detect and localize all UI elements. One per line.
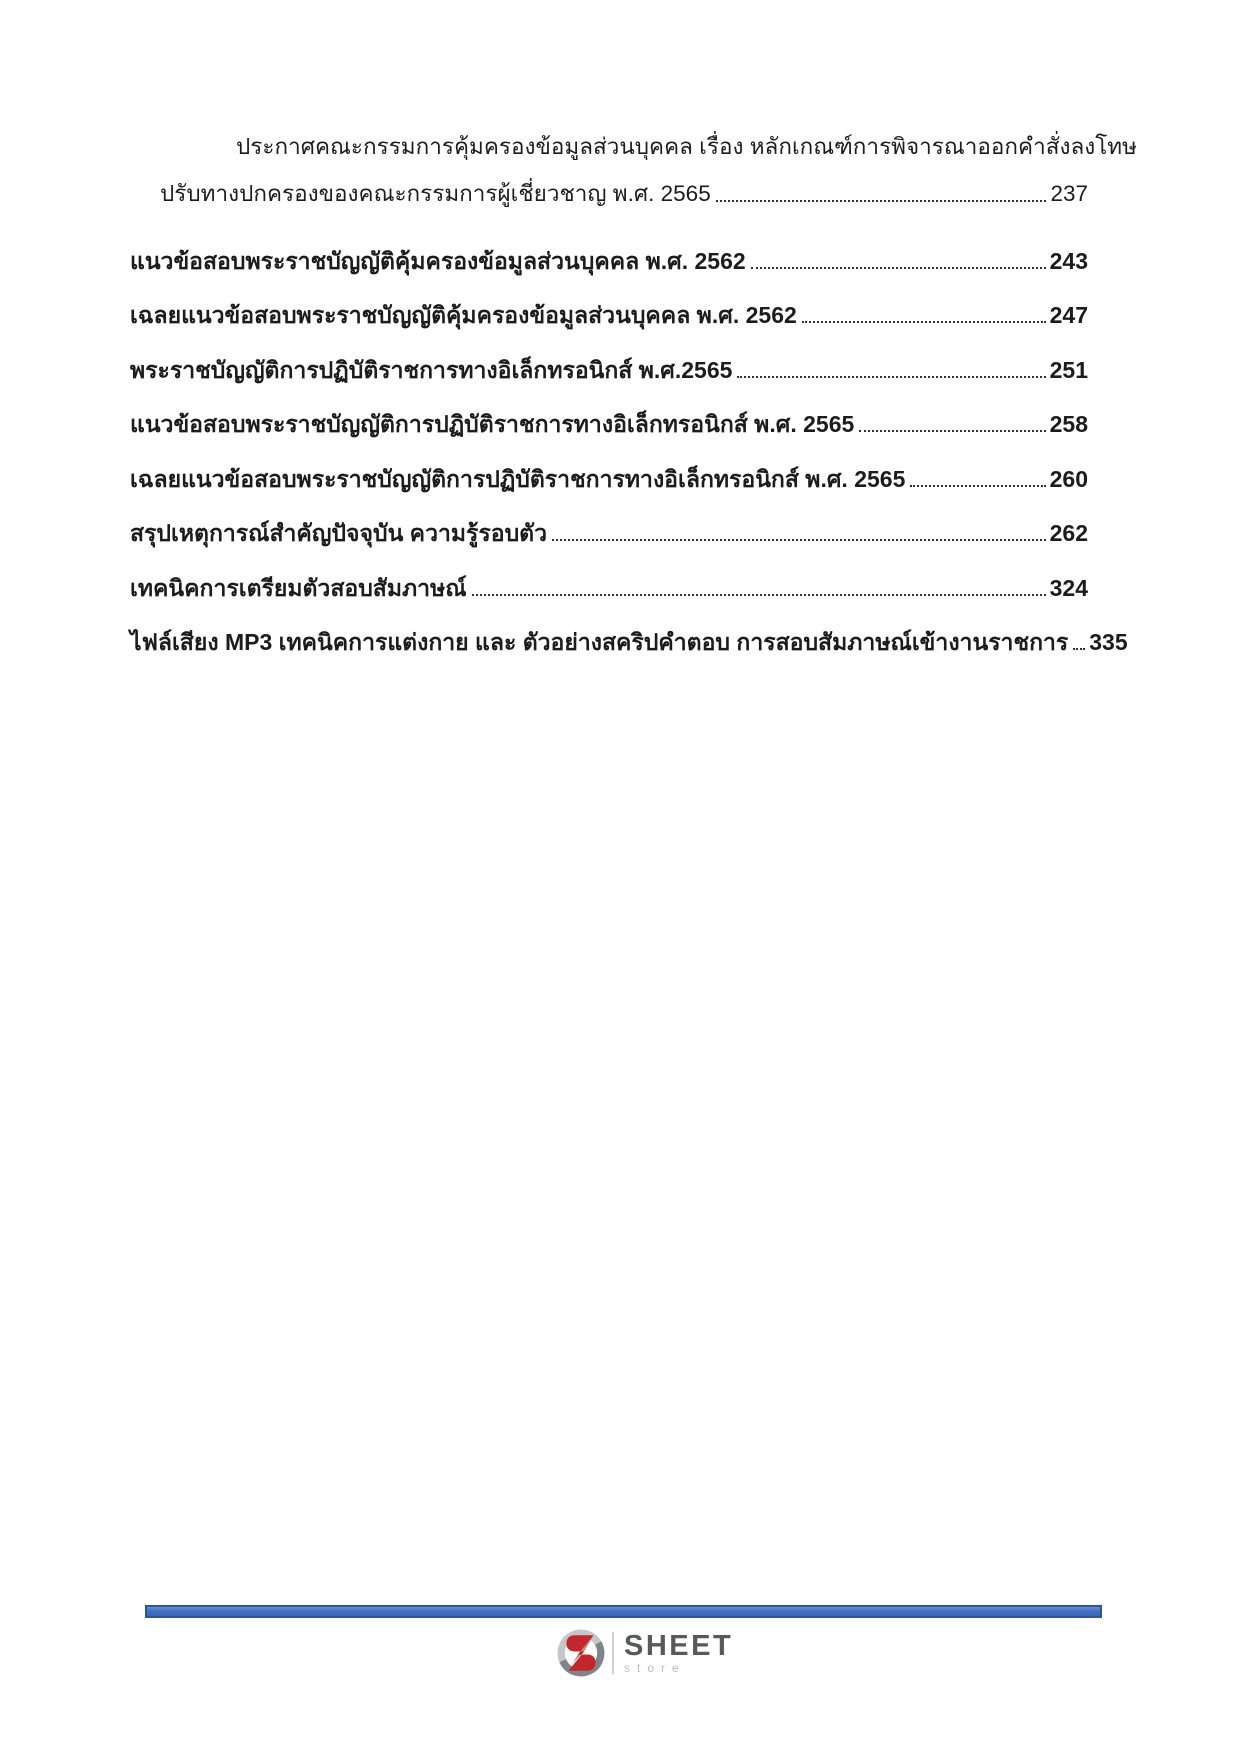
toc-entry-label: ปรับทางปกครองของคณะกรรมการผู้เชี่ยวชาญ พ.ศ. 2565 bbox=[160, 181, 711, 206]
toc-entry-label: สรุปเหตุการณ์สำคัญปัจจุบัน ความรู้รอบตัว bbox=[130, 520, 548, 546]
toc-entry-page-number: 243 bbox=[1049, 247, 1088, 274]
dotted-leader bbox=[716, 200, 1047, 202]
logo-subtitle: store bbox=[624, 1660, 686, 1675]
toc-entry-label: เฉลยแนวข้อสอบพระราชบัญญัติคุ้มครองข้อมูลส่วนบุคคล พ.ศ. 2562 bbox=[130, 302, 797, 328]
toc-entry-label: แนวข้อสอบพระราชบัญญัติการปฏิบัติราชการทางอิเล็กทรอนิกส์ พ.ศ. 2565 bbox=[130, 411, 855, 437]
toc-entry bbox=[130, 168, 1088, 210]
toc-entry-label: แนวข้อสอบพระราชบัญญัติคุ้มครองข้อมูลส่วนบุคคล พ.ศ. 2562 bbox=[130, 247, 746, 274]
toc-entry-label: พระราชบัญญัติการปฏิบัติราชการทางอิเล็กทรอนิกส์ พ.ศ.2565 bbox=[130, 356, 733, 383]
toc-entry-page-number: 247 bbox=[1049, 302, 1088, 328]
toc-entry-page-number: 258 bbox=[1049, 411, 1088, 437]
toc-entry-wrapped-line1: ประกาศคณะกรรมการคุ้มครองข้อมูลส่วนบุคคล เรื่อง หลักเกณฑ์การพิจารณาออกคำสั่งลงโทษ bbox=[236, 134, 1137, 159]
dotted-leader bbox=[802, 321, 1046, 323]
dotted-leader bbox=[751, 267, 1046, 269]
dotted-leader bbox=[859, 430, 1045, 432]
toc-entry bbox=[130, 222, 1088, 277]
dotted-leader bbox=[910, 485, 1045, 487]
dotted-leader bbox=[737, 376, 1045, 378]
logo-name: SHEET bbox=[624, 1629, 734, 1662]
table-of-contents bbox=[130, 126, 1137, 658]
toc-entry bbox=[130, 277, 1088, 332]
toc-entry-page-number: 251 bbox=[1049, 356, 1088, 383]
toc-entry-page-number: 237 bbox=[1050, 181, 1088, 206]
toc-entry-page-number: 324 bbox=[1049, 574, 1088, 601]
footer-divider-bar bbox=[145, 1605, 1102, 1618]
sheet-store-s-icon bbox=[556, 1628, 606, 1678]
toc-entry-label: เฉลยแนวข้อสอบพระราชบัญญัติการปฏิบัติราชการทางอิเล็กทรอนิกส์ พ.ศ. 2565 bbox=[130, 465, 906, 492]
toc-entry bbox=[130, 386, 1088, 441]
toc-entry bbox=[130, 331, 1088, 386]
toc-entry-list bbox=[130, 222, 1128, 658]
toc-entry-page-number: 335 bbox=[1089, 629, 1128, 655]
toc-entry-label: เทคนิคการเตรียมตัวสอบสัมภาษณ์ bbox=[130, 574, 467, 601]
toc-entry-page-number: 260 bbox=[1049, 465, 1088, 492]
dotted-leader bbox=[552, 539, 1046, 541]
toc-entry bbox=[130, 440, 1088, 495]
toc-entry bbox=[130, 604, 1128, 659]
logo-text bbox=[624, 1629, 734, 1675]
logo-divider-line bbox=[612, 1632, 614, 1674]
toc-entry-label: ไฟล์เสียง MP3 เทคนิคการแต่งกาย และ ตัวอย่างสคริปคำตอบ การสอบสัมภาษณ์เข้างานราชการ bbox=[130, 629, 1069, 655]
toc-entry-page-number: 262 bbox=[1049, 520, 1088, 546]
dotted-leader bbox=[1073, 648, 1085, 650]
toc-entry bbox=[130, 495, 1088, 550]
dotted-leader bbox=[472, 594, 1046, 596]
toc-entry bbox=[130, 549, 1088, 604]
sheet-store-logo bbox=[556, 1628, 733, 1678]
